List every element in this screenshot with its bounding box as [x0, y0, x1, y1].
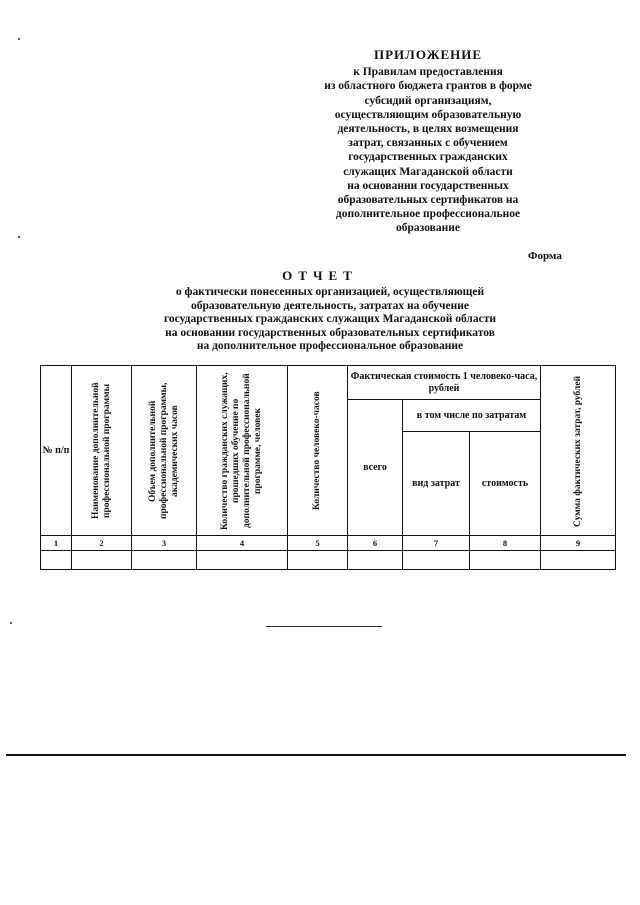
header-cell-total [348, 400, 403, 536]
column-number: 3 [132, 536, 197, 551]
column-number: 6 [348, 536, 403, 551]
column-number: 5 [288, 536, 348, 551]
report-subtitle-line: на основании государственных образовательных сертификатов [165, 326, 495, 339]
column-number: 4 [197, 536, 288, 551]
appendix-line: государственных гражданских [348, 151, 508, 164]
table-cell[interactable] [197, 551, 288, 570]
column-number: 8 [470, 536, 541, 551]
appendix-line: из областного бюджета грантов в форме [324, 80, 532, 93]
column-number: 9 [541, 536, 616, 551]
bottom-divider [6, 754, 626, 756]
report-table [40, 365, 616, 570]
appendix-line: служащих Магаданской области [343, 165, 513, 178]
report-subtitle-line: на дополнительное профессиональное образование [196, 340, 464, 353]
scan-speck [10, 622, 12, 624]
table-cell[interactable] [72, 551, 132, 570]
appendix-line: деятельность, в целях возмещения [337, 123, 519, 136]
table-cell[interactable] [470, 551, 541, 570]
header-program-volume-label: Объем дополнительной профессиональной программы, академических часов [147, 382, 180, 519]
header-cell-cost-type [403, 432, 470, 536]
header-total-label: всего [363, 461, 387, 473]
header-cell-program-volume [132, 366, 197, 536]
appendix-block [288, 48, 568, 236]
table-cell[interactable] [132, 551, 197, 570]
scan-speck [18, 236, 20, 238]
header-servants-count-label: Количество гражданских служащих, прошедших обучение по дополнительной профессиональной программе, человек [220, 371, 263, 530]
appendix-line: образование [396, 222, 460, 235]
header-cell-num [41, 366, 72, 536]
table-cell[interactable] [403, 551, 470, 570]
form-label: Форма [528, 250, 562, 262]
table-cell[interactable] [41, 551, 72, 570]
header-cell-person-hours [288, 366, 348, 536]
header-cell-program-name [72, 366, 132, 536]
header-cell-cost-value [470, 432, 541, 536]
table-row [41, 551, 616, 570]
appendix-line: затрат, связанных с обучением [348, 137, 508, 150]
column-number: 2 [72, 536, 132, 551]
header-cell-servants-count [197, 366, 288, 536]
header-cell-including [403, 400, 541, 432]
signature-line [266, 626, 382, 627]
appendix-line: на основании государственных [347, 179, 509, 192]
header-cost-value-label: стоимость [481, 477, 529, 489]
table-cell[interactable] [541, 551, 616, 570]
header-including-label: в том числе по затратам [416, 409, 527, 421]
appendix-line: к Правилам предоставления [353, 66, 503, 79]
header-person-hours-label: Количество человеко-часов [312, 391, 322, 510]
header-num-label: № п/п [42, 444, 70, 456]
column-number-row [41, 536, 616, 551]
header-actual-cost-label: Фактическая стоимость 1 человеко-часа, рублей [350, 370, 538, 394]
column-number: 7 [403, 536, 470, 551]
report-subtitle-line: о фактически понесенных организацией, осуществляющей [175, 286, 485, 298]
appendix-heading: ПРИЛОЖЕНИЕ [373, 47, 483, 62]
header-program-name-label: Наименование дополнительной профессиональной программы [90, 382, 112, 519]
header-cost-type-label: вид затрат [412, 477, 460, 489]
table-cell[interactable] [288, 551, 348, 570]
header-cell-sum-actual [541, 366, 616, 536]
header-sum-actual-label: Сумма фактических затрат, рублей [572, 374, 583, 527]
column-number: 1 [41, 536, 72, 551]
appendix-line: осуществляющим образовательную [334, 108, 522, 121]
report-subtitle-line: образовательную деятельность, затратах на обучение [191, 299, 469, 312]
header-cell-actual-cost [348, 366, 541, 400]
report-title: ОТЧЕТ [282, 268, 358, 283]
table-cell[interactable] [348, 551, 403, 570]
appendix-line: субсидий организациям, [364, 94, 492, 107]
report-subtitle-line: государственных гражданских служащих Магаданской области [163, 313, 497, 326]
appendix-line: образовательных сертификатов на [337, 194, 519, 207]
scan-speck [18, 38, 20, 40]
report-subtitle [100, 286, 560, 354]
appendix-line: дополнительное профессиональное [335, 208, 521, 221]
